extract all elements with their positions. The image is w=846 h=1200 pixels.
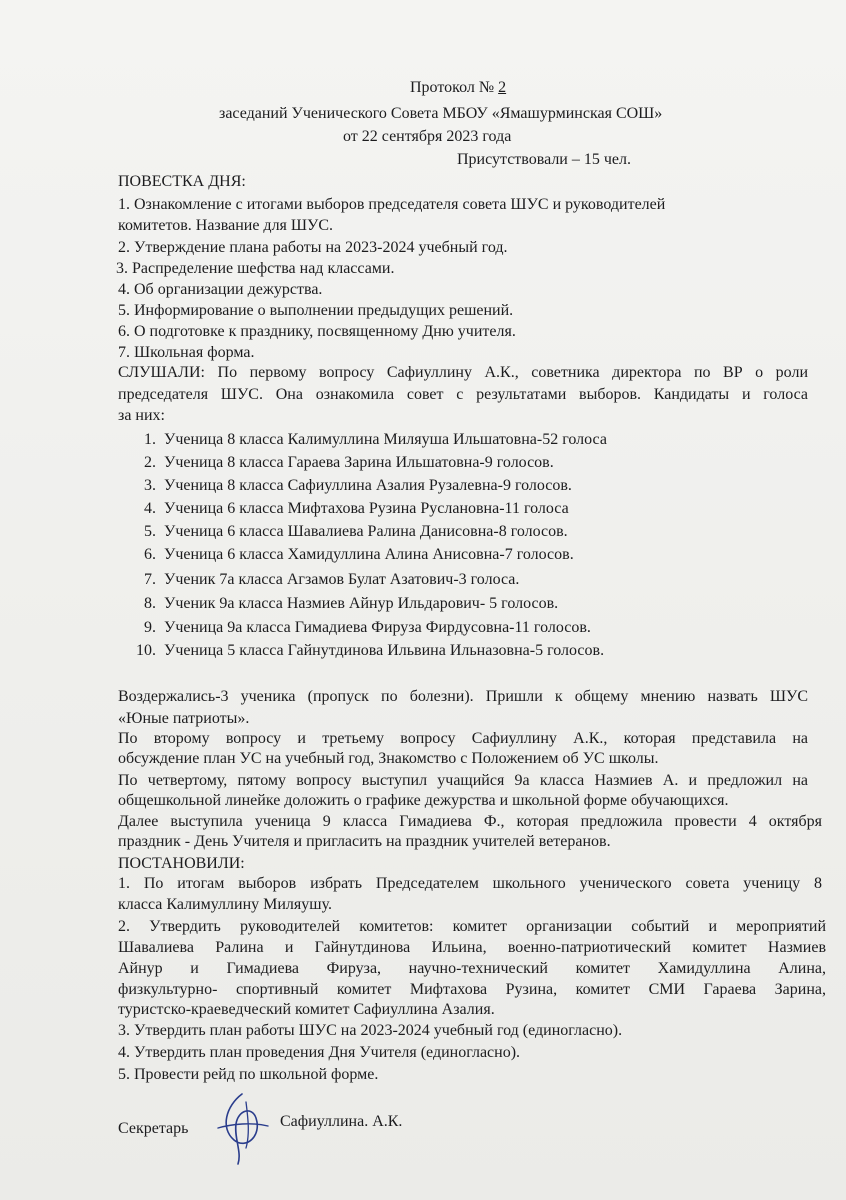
resolved-heading: ПОСТАНОВИЛИ: xyxy=(118,855,245,872)
body-line: По второму вопросу и третьему вопросу Сафиуллину А.К., которая представила на xyxy=(118,730,808,747)
protocol-prefix: Протокол № xyxy=(410,79,499,96)
agenda-line: 3. Распределение шефства над классами. xyxy=(116,260,395,277)
secretary-label: Секретарь xyxy=(118,1120,189,1137)
resolved-line: класса Калимуллину Миляушу. xyxy=(118,896,332,913)
candidate-text: Ученица 8 класса Калимуллина Миляуша Ильшатовна-52 голоса xyxy=(164,431,607,448)
agenda-line: 6. О подготовке к празднику, посвященному Дню учителя. xyxy=(118,323,516,340)
meeting-date: от 22 сентября 2023 года xyxy=(343,128,512,145)
council-title: заседаний Ученического Совета МБОУ «Ямашурминская СОШ» xyxy=(219,105,663,122)
candidate-item xyxy=(130,641,604,661)
agenda-line: комитетов. Название для ШУС. xyxy=(118,217,334,234)
agenda-heading: ПОВЕСТКА ДНЯ: xyxy=(118,173,246,190)
candidate-number: 3. xyxy=(144,477,156,494)
candidate-item xyxy=(130,476,572,496)
body-line: праздник - День Учителя и пригласить на праздник учителей ветеранов. xyxy=(118,833,611,850)
resolved-line: Айнур и Гимадиева Фируза, научно-технический комитет Хамидуллина Алина, xyxy=(118,960,826,977)
candidate-item xyxy=(130,618,591,638)
candidate-text: Ученица 8 класса Сафиуллина Азалия Рузалевна-9 голосов. xyxy=(164,477,572,494)
candidate-number: 8. xyxy=(144,595,156,612)
candidate-item xyxy=(130,594,558,614)
candidate-number: 2. xyxy=(144,454,156,471)
secretary-name: Сафиуллина. А.К. xyxy=(280,1113,403,1130)
protocol-number: 2 xyxy=(498,79,507,96)
candidate-text: Ученица 6 класса Шавалиева Ралина Данисовна-8 голосов. xyxy=(164,523,568,540)
signature-image xyxy=(212,1088,272,1168)
candidate-text: Ученица 8 класса Гараева Зарина Ильшатовна-9 голосов. xyxy=(164,454,554,471)
agenda-line: 5. Информирование о выполнении предыдущих решений. xyxy=(118,302,514,319)
resolved-line: 4. Утвердить план проведения Дня Учителя (единогласно). xyxy=(118,1044,521,1061)
resolved-line: 2. Утвердить руководителей комитетов: комитет организации событий и мероприятий xyxy=(118,918,826,935)
body-line: Воздержались-3 ученика (пропуск по болезни). Пришли к общему мнению назвать ШУС xyxy=(118,688,808,705)
resolved-line: туристско-краеведческий комитет Сафиуллина Азалия. xyxy=(118,1001,495,1018)
resolved-line: Шавалиева Ралина и Гайнутдинова Ильина, военно-патриотический комитет Назмиев xyxy=(118,939,826,956)
candidate-number: 6. xyxy=(144,546,156,563)
attendance: Присутствовали – 15 чел. xyxy=(457,151,631,168)
candidate-text: Ученик 9а класса Назмиев Айнур Ильдарович- 5 голосов. xyxy=(164,595,559,612)
candidate-text: Ученица 6 класса Хамидуллина Алина Анисовна-7 голосов. xyxy=(164,546,574,563)
body-line: общешкольной линейке доложить о графике дежурства и школьной форме обучающихся. xyxy=(118,792,729,809)
heard-line: председателя ШУС. Она ознакомила совет с результатами выборов. Кандидаты и голоса xyxy=(118,386,808,403)
candidate-item xyxy=(130,430,607,450)
agenda-line: 4. Об организации дежурства. xyxy=(118,281,323,298)
candidate-number: 1. xyxy=(144,431,156,448)
resolved-line: физкультурно- спортивный комитет Мифтахова Рузина, комитет СМИ Гараева Зарина, xyxy=(118,981,826,998)
candidate-number: 5. xyxy=(144,523,156,540)
heard-line: СЛУШАЛИ: По первому вопросу Сафиуллину А.К., советника директора по ВР о роли xyxy=(118,364,808,381)
resolved-line: 5. Провести рейд по школьной форме. xyxy=(118,1066,379,1083)
candidate-number: 9. xyxy=(144,619,156,636)
candidate-number: 7. xyxy=(144,571,156,588)
candidate-text: Ученица 6 класса Мифтахова Рузина Руслановна-11 голоса xyxy=(164,500,569,517)
protocol-title xyxy=(410,78,506,98)
candidate-item xyxy=(130,545,574,565)
candidate-item xyxy=(130,453,554,473)
candidate-item xyxy=(130,499,569,519)
heard-line: за них: xyxy=(118,407,165,424)
agenda-line: 7. Школьная форма. xyxy=(118,344,255,361)
resolved-line: 3. Утвердить план работы ШУС на 2023-2024 учебный год (единогласно). xyxy=(118,1022,623,1039)
body-line: «Юные патриоты». xyxy=(118,710,250,727)
candidate-text: Ученица 9а класса Гимадиева Фируза Фирдусовна-11 голосов. xyxy=(164,619,591,636)
candidate-text: Ученик 7а класса Агзамов Булат Азатович-3 голоса. xyxy=(164,571,520,588)
agenda-line: 2. Утверждение плана работы на 2023-2024 учебный год. xyxy=(118,239,508,256)
candidate-number: 10. xyxy=(136,642,156,659)
resolved-line: 1. По итогам выборов избрать Председателем школьного ученического совета ученицу 8 xyxy=(118,875,822,892)
candidate-item xyxy=(130,570,519,590)
body-line: Далее выступила ученица 9 класса Гимадиева Ф., которая предложила провести 4 октября xyxy=(118,813,822,830)
candidate-item xyxy=(130,522,568,542)
body-line: По четвертому, пятому вопросу выступил учащийся 9а класса Назмиев А. и предложил на xyxy=(118,772,808,789)
candidate-number: 4. xyxy=(144,500,156,517)
candidate-text: Ученица 5 класса Гайнутдинова Ильвина Ильназовна-5 голосов. xyxy=(164,642,605,659)
body-line: обсуждение план УС на учебный год, Знакомство с Положением об УС школы. xyxy=(118,750,659,767)
agenda-line: 1. Ознакомление с итогами выборов председателя совета ШУС и руководителей xyxy=(118,196,666,213)
